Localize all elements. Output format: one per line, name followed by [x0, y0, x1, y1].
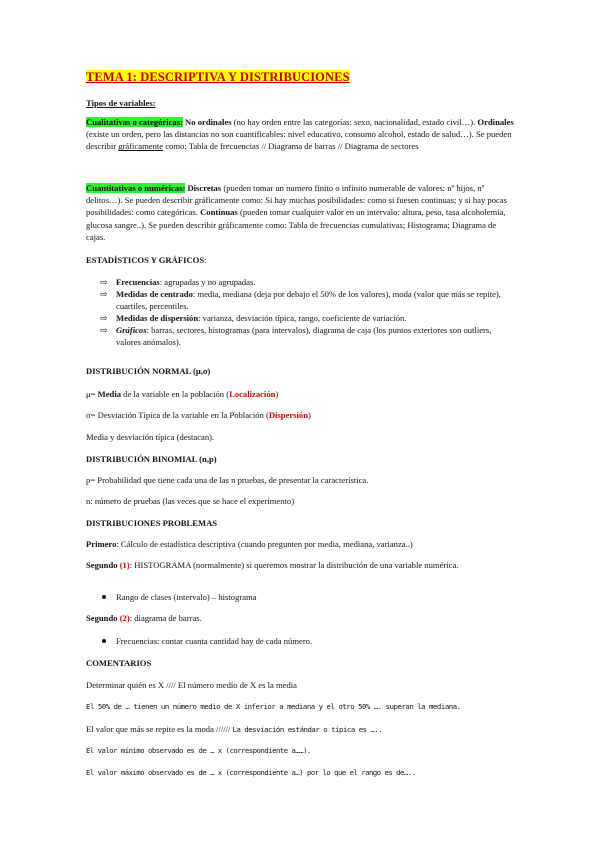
arrow-icon: ⇨	[100, 289, 108, 300]
segundo-number: (2)	[119, 613, 130, 623]
comentarios-heading: COMENTARIOS	[86, 658, 152, 668]
item-label: Gráficos	[116, 325, 147, 336]
list-item	[86, 312, 516, 324]
estadisticos-heading-text: ESTADÍSTICOS Y GRÁFICOS	[86, 255, 205, 265]
cualitativas-tail: como: Tabla de frecuencias // Diagrama de barras // Diagrama de sectores	[163, 141, 419, 152]
mu-symbol: μ	[86, 389, 91, 399]
comentario-line-1: Determinar quién es X //// El número medio de X es la media	[86, 680, 297, 690]
sigma-text: = Desviación Típica de la variable en la Población (	[90, 410, 269, 420]
primero-label: Primero	[86, 539, 117, 549]
primero-line	[86, 538, 516, 550]
segundo2-line	[86, 612, 516, 624]
discretas-text: (pueden tomar un numero finito o infinito numerable de valores: nº hijos, nº delitos…). Se pueden describir gráficamente como: Si hay muchas posibilidades: como si fuesen continuas; y si hay pocas posibilidades: como categóricas.	[86, 183, 507, 218]
list-item	[86, 288, 516, 312]
mu-close: )	[275, 389, 279, 399]
no-ordinales-text: (no hay orden entre las categorías: sexo, nacionalidad, estado civil…).	[231, 117, 478, 127]
segundo-label: Segundo	[86, 613, 118, 623]
mu-line	[86, 388, 516, 400]
normal-heading: DISTRIBUCIÓN NORMAL (μ,σ)	[86, 366, 211, 376]
tipos-heading: Tipos de variables:	[86, 98, 156, 108]
segundo-text: : HISTOGRAMA (normalmente) si queremos mostrar la distribución de una variable numérica.	[129, 560, 459, 570]
comentario-line-5: El valor máximo observado es de … x (correspondiente a…) por lo que el rango es de…..	[86, 768, 416, 777]
item-text: : barras, sectores, histogramas (para intervalos), diagrama de caja (los puntos exteriores son outliers, valores anómalos).	[116, 325, 492, 348]
item-label: Medidas de dispersión	[116, 313, 199, 324]
mu-eq: =	[90, 389, 98, 399]
bullet-frecuencias	[86, 635, 546, 647]
cualitativas-label: Cualitativas o categóricas:	[86, 117, 183, 127]
continuas-label: Continuas	[200, 207, 238, 218]
bullet-text: Frecuencias: contar cuanta cantidad hay de cada número.	[116, 636, 313, 646]
bullet-icon	[102, 595, 106, 599]
dispersion-label: Dispersión	[268, 410, 308, 420]
bullet-text: Rango de clases (intervalo) – histograma	[116, 592, 257, 602]
document-title: TEMA 1: DESCRIPTIVA Y DISTRIBUCIONES	[86, 70, 350, 84]
comentario-line-4: El valor mínimo observado es de … x (correspondiente a……).	[86, 746, 311, 755]
graficamente-word: gráficamente	[118, 141, 164, 152]
item-text: : media, mediana (deja por debajo el 50% de los valores), moda (valor que más se repite), cuartiles, percentiles.	[116, 289, 501, 312]
arrow-icon: ⇨	[100, 277, 108, 287]
cualitativas-paragraph	[86, 116, 516, 153]
binomial-n: n: número de pruebas (las veces que se hace el experimento)	[86, 496, 295, 506]
moda-text: El valor que más se repite es la moda //////	[86, 724, 233, 734]
estadisticos-heading	[86, 254, 516, 266]
arrow-icon: ⇨	[100, 313, 108, 324]
list-item	[86, 276, 516, 288]
segundo-text: : diagrama de barras.	[129, 613, 202, 623]
item-label: Frecuencias	[116, 277, 160, 287]
item-text: : varianza, desviación típica, rango, coeficiente de variación.	[198, 313, 407, 324]
normal-note: Media y desviación típica (destacan).	[86, 432, 215, 442]
desviacion-text: La desviación estándar o típica es …..	[232, 725, 383, 734]
estadisticos-list	[86, 276, 516, 349]
bullet-rango	[86, 591, 546, 603]
item-text: : agrupadas y no agrupadas.	[159, 277, 256, 287]
segundo-label: Segundo	[86, 560, 118, 570]
problemas-heading: DISTRIBUCIONES PROBLEMAS	[86, 518, 218, 528]
sigma-symbol: σ	[86, 410, 91, 420]
sigma-close: )	[307, 410, 311, 420]
binomial-p: p= Probabilidad que tiene cada una de las n pruebas, de presentar la característica.	[86, 475, 369, 485]
comentario-line-3	[86, 723, 516, 736]
cuantitativas-label: Cuantitativas o numéricas:	[86, 183, 186, 193]
localizacion-label: Localización	[229, 389, 276, 399]
estadisticos-colon: :	[204, 255, 207, 265]
item-label: Medidas de centrado	[116, 289, 193, 300]
segundo1-line	[86, 559, 516, 571]
segundo-number: (1)	[119, 560, 130, 570]
title-block	[86, 68, 516, 86]
cuantitativas-paragraph	[86, 182, 516, 243]
comentario-line-2: El 50% de … tienen un número medio de X inferior a mediana y el otro 50% …. superan la mediana.	[86, 702, 461, 711]
binomial-heading: DISTRIBUCIÓN BINOMIAL (n,p)	[86, 454, 217, 464]
bullet-icon	[102, 639, 106, 643]
sigma-line	[86, 409, 516, 421]
mu-text: de la variable en la población (	[121, 389, 230, 399]
primero-text: : Cálculo de estadística descriptiva (cuando pregunten por media, mediana, varianza..)	[116, 539, 413, 549]
continuas-text: (pueden tomar cualquier valor en un intervalo: altura, peso, tasa alcoholemia, glucosa sangre..). Se pueden describir gráficamente como: Tabla de frecuencias cumulativas; Histograma; Diagrama de cajas.	[86, 207, 506, 242]
no-ordinales-label: No ordinales	[182, 117, 232, 127]
mu-label: Media	[97, 389, 121, 399]
arrow-icon: ⇨	[100, 325, 108, 336]
list-item	[86, 324, 516, 348]
ordinales-text: (existe un orden, pero las distancias no son cuantificables: nivel educativo, consumo alcohol, estado de salud…). Se pueden describir	[86, 129, 512, 152]
ordinales-label: Ordinales	[477, 117, 514, 127]
discretas-label: Discretas	[185, 183, 222, 193]
